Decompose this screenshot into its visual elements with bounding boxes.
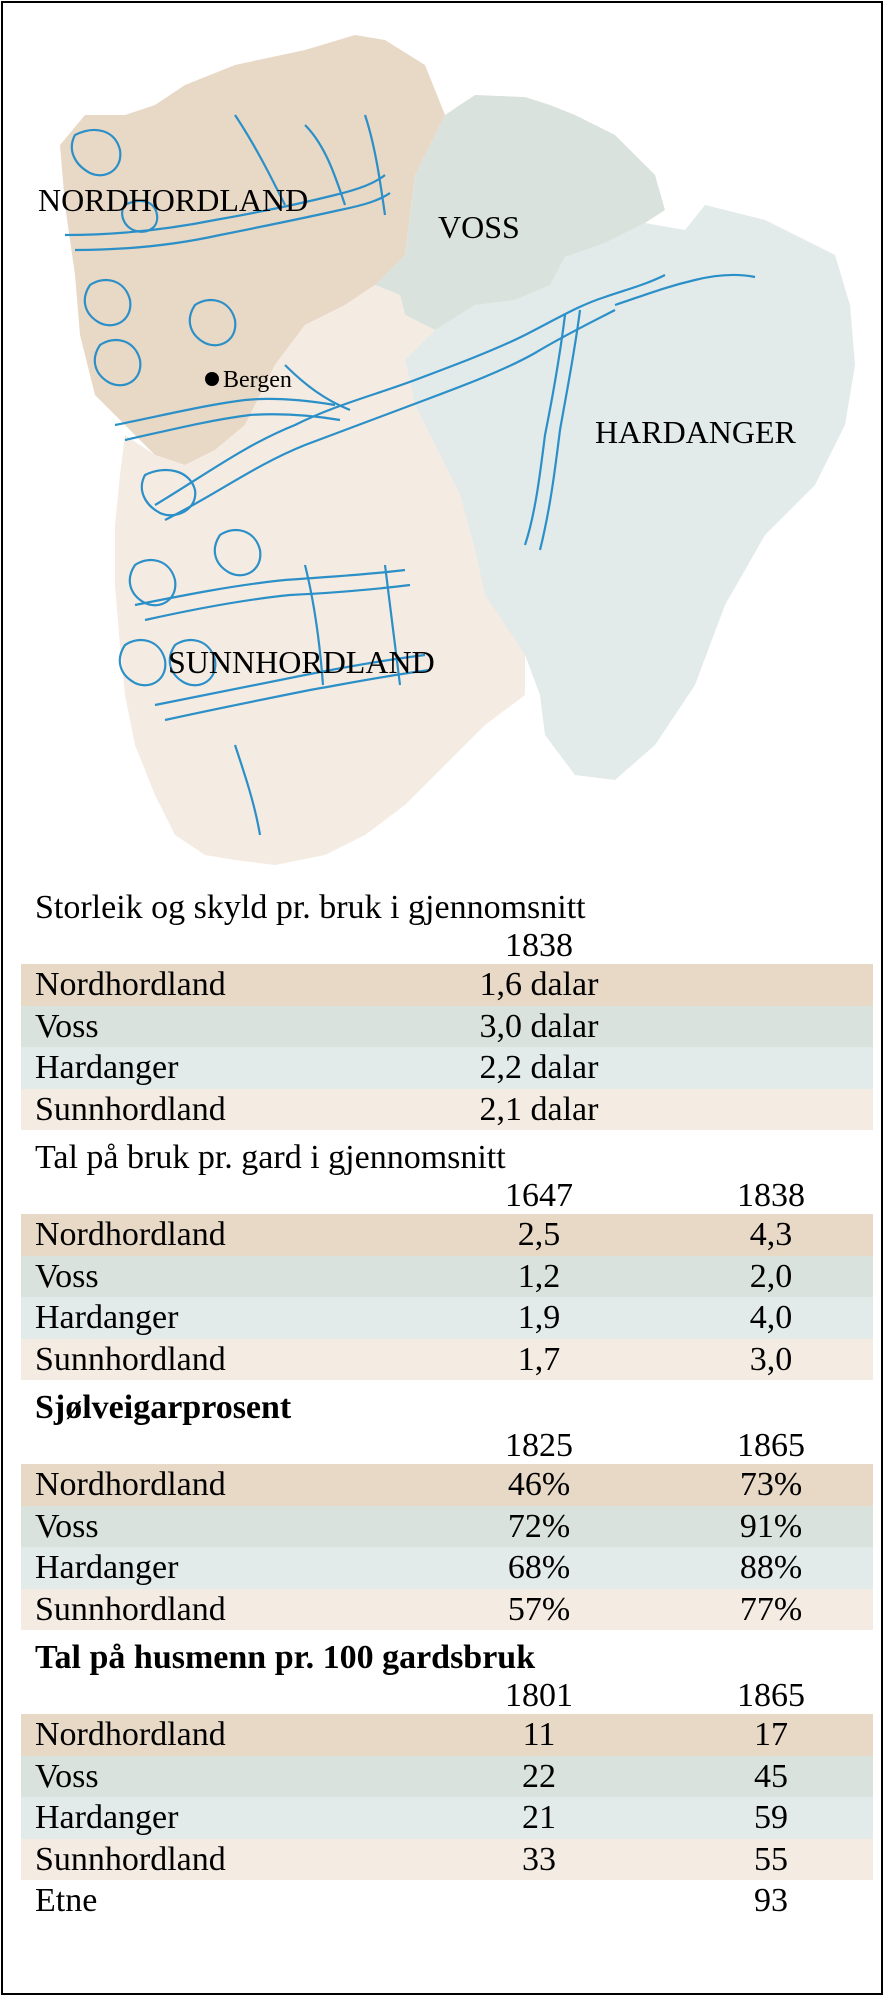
label-sunnhordland: SUNNHORDLAND (168, 644, 435, 680)
table-cell: 1,6 dalar (479, 966, 599, 1003)
table-row (21, 1297, 873, 1339)
region-name: Voss (35, 1507, 99, 1545)
region-name: Hardanger (35, 1549, 179, 1586)
table-row (21, 1006, 873, 1048)
table-cell: 93 (754, 1882, 788, 1919)
table-row (21, 1880, 873, 1922)
table-row (21, 1214, 873, 1256)
table-cell: 77% (739, 1590, 803, 1628)
year-header: 1865 (737, 1427, 805, 1464)
year-header-row (21, 1678, 873, 1714)
region-name: Hardanger (35, 1299, 179, 1336)
table-cell: 21 (522, 1799, 556, 1836)
region-name: Sunnhordland (35, 1090, 226, 1128)
table-cell: 68% (507, 1549, 571, 1586)
table-cell: 3,0 dalar (479, 1007, 599, 1045)
year-header: 1865 (737, 1677, 805, 1714)
table-row (21, 1339, 873, 1381)
region-name: Hardanger (35, 1799, 179, 1836)
year-header: 1838 (505, 927, 573, 964)
region-name: Sunnhordland (35, 1340, 226, 1378)
table-cell: 45 (754, 1757, 788, 1795)
table-cell: 2,2 dalar (479, 1049, 599, 1086)
table-cell: 22 (522, 1757, 556, 1795)
label-nordhordland: NORDHORDLAND (38, 182, 309, 218)
stats-table (21, 1138, 873, 1388)
table-cell: 3,0 (749, 1340, 793, 1378)
table-title: Sjølveigarprosent (35, 1389, 292, 1426)
region-name: Etne (35, 1882, 98, 1919)
stats-table (21, 888, 873, 1138)
table-cell: 17 (754, 1716, 788, 1753)
table-row (21, 1047, 873, 1089)
year-header-row (21, 1428, 873, 1464)
region-name: Nordhordland (35, 1466, 226, 1503)
table-row (21, 1797, 873, 1839)
table-row (21, 1756, 873, 1798)
region-name: Nordhordland (35, 1216, 226, 1253)
table-title: Storleik og skyld pr. bruk i gjennomsnitt (35, 889, 586, 926)
table-cell: 57% (507, 1590, 571, 1628)
table-cell: 46% (507, 1466, 571, 1503)
table-title: Tal på husmenn pr. 100 gardsbruk (35, 1639, 536, 1676)
table-row (21, 964, 873, 1006)
region-name: Sunnhordland (35, 1590, 226, 1628)
table-cell: 11 (522, 1716, 556, 1753)
label-bergen: Bergen (223, 367, 292, 393)
table-row (21, 1839, 873, 1881)
table-cell: 2,1 dalar (479, 1090, 599, 1128)
hordaland-map (5, 5, 885, 885)
year-header-row (21, 1178, 873, 1214)
table-cell: 2,5 (517, 1216, 561, 1253)
label-hardanger: HARDANGER (595, 414, 796, 450)
figure-frame (1, 1, 883, 1995)
table-cell: 88% (739, 1549, 803, 1586)
region-name: Voss (35, 1007, 99, 1045)
table-cell: 1,9 (517, 1299, 561, 1336)
region-name: Voss (35, 1257, 99, 1295)
table-cell: 73% (739, 1466, 803, 1503)
table-cell: 1,7 (517, 1340, 561, 1378)
year-header: 1838 (737, 1177, 805, 1214)
table-cell: 4,3 (749, 1216, 793, 1253)
table-cell: 33 (522, 1840, 556, 1878)
table-cell: 2,0 (749, 1257, 793, 1295)
table-cell: 1,2 (517, 1257, 561, 1295)
year-header: 1825 (505, 1427, 573, 1464)
table-row (21, 1547, 873, 1589)
table-title: Tal på bruk pr. gard i gjennomsnitt (35, 1139, 506, 1176)
region-name: Voss (35, 1757, 99, 1795)
year-header-row (21, 928, 873, 964)
statistics-tables (21, 888, 873, 1930)
region-name: Hardanger (35, 1049, 179, 1086)
bergen-marker (205, 372, 219, 386)
table-cell: 4,0 (749, 1299, 793, 1336)
table-cell: 72% (507, 1507, 571, 1545)
region-name: Sunnhordland (35, 1840, 226, 1878)
table-row (21, 1506, 873, 1548)
table-cell: 55 (754, 1840, 788, 1878)
table-row (21, 1714, 873, 1756)
region-name: Nordhordland (35, 1716, 226, 1753)
label-voss: VOSS (438, 209, 520, 245)
table-row (21, 1256, 873, 1298)
table-cell: 91% (739, 1507, 803, 1545)
table-row (21, 1464, 873, 1506)
region-name: Nordhordland (35, 966, 226, 1003)
year-header: 1801 (505, 1677, 573, 1714)
stats-table (21, 1388, 873, 1638)
year-header: 1647 (505, 1177, 573, 1214)
table-row (21, 1589, 873, 1631)
table-row (21, 1089, 873, 1131)
table-cell: 59 (754, 1799, 788, 1836)
stats-table (21, 1638, 873, 1930)
